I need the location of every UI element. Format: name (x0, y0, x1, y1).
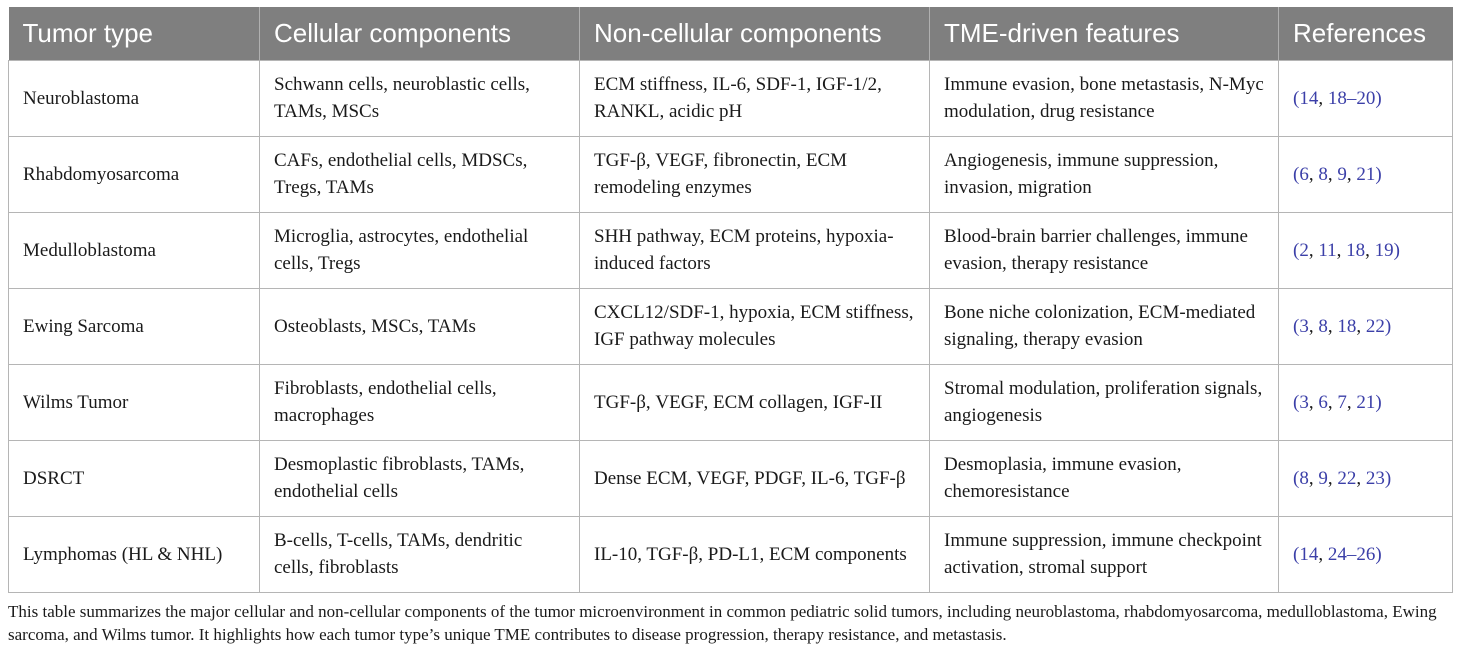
cell-tme-driven-features: Immune suppression, immune checkpoint activation, stromal support (930, 516, 1279, 592)
table-row (9, 364, 1453, 440)
reference-link[interactable]: 18 (1346, 239, 1366, 261)
cell-references: (3, 6, 7, 21) (1279, 364, 1453, 440)
reference-link[interactable]: 21 (1356, 163, 1376, 185)
reference-link[interactable]: 18–20 (1327, 87, 1376, 109)
table-row (9, 288, 1453, 364)
header-tme-driven-features: TME-driven features (930, 7, 1279, 60)
cell-tumor-type: Medulloblastoma (9, 212, 260, 288)
reference-link[interactable]: 14 (1299, 87, 1319, 109)
table-container (8, 7, 1452, 593)
table-row (9, 136, 1453, 212)
cell-non-cellular-components: Dense ECM, VEGF, PDGF, IL-6, TGF-β (580, 440, 930, 516)
cell-references: (2, 11, 18, 19) (1279, 212, 1453, 288)
reference-link[interactable]: 22 (1337, 467, 1357, 489)
cell-cellular-components: CAFs, endothelial cells, MDSCs, Tregs, TAMs (260, 136, 580, 212)
cell-tme-driven-features: Angiogenesis, immune suppression, invasion, migration (930, 136, 1279, 212)
cell-tme-driven-features: Desmoplasia, immune evasion, chemoresistance (930, 440, 1279, 516)
header-row (9, 7, 1453, 60)
reference-link[interactable]: 8 (1299, 467, 1309, 489)
reference-link[interactable]: 6 (1318, 391, 1328, 413)
cell-tumor-type: Neuroblastoma (9, 60, 260, 136)
table-body (9, 60, 1453, 592)
table-header (9, 7, 1453, 60)
cell-cellular-components: B-cells, T-cells, TAMs, dendritic cells, fibroblasts (260, 516, 580, 592)
cell-non-cellular-components: ECM stiffness, IL-6, SDF-1, IGF-1/2, RANKL, acidic pH (580, 60, 930, 136)
cell-non-cellular-components: TGF-β, VEGF, fibronectin, ECM remodeling enzymes (580, 136, 930, 212)
reference-link[interactable]: 8 (1318, 163, 1328, 185)
reference-link[interactable]: 21 (1356, 391, 1376, 413)
reference-link[interactable]: 9 (1318, 467, 1328, 489)
cell-cellular-components: Microglia, astrocytes, endothelial cells, Tregs (260, 212, 580, 288)
cell-cellular-components: Osteoblasts, MSCs, TAMs (260, 288, 580, 364)
table-row (9, 212, 1453, 288)
reference-link[interactable]: 3 (1299, 391, 1309, 413)
cell-tumor-type: Wilms Tumor (9, 364, 260, 440)
reference-link[interactable]: 23 (1365, 467, 1385, 489)
table-row (9, 440, 1453, 516)
cell-references: (14, 18–20) (1279, 60, 1453, 136)
cell-non-cellular-components: CXCL12/SDF-1, hypoxia, ECM stiffness, IGF pathway molecules (580, 288, 930, 364)
cell-tumor-type: DSRCT (9, 440, 260, 516)
reference-link[interactable]: 14 (1299, 543, 1319, 565)
cell-references: (6, 8, 9, 21) (1279, 136, 1453, 212)
reference-link[interactable]: 8 (1318, 315, 1328, 337)
reference-link[interactable]: 7 (1337, 391, 1347, 413)
cell-tumor-type: Ewing Sarcoma (9, 288, 260, 364)
header-tumor-type: Tumor type (9, 7, 260, 60)
header-non-cellular-components: Non-cellular components (580, 7, 930, 60)
table-caption: This table summarizes the major cellular and non-cellular components of the tumor microenvironment in common pediatric solid tumors, including neuroblastoma, rhabdomyosarcoma, medulloblastoma, Ewing sarcoma, and Wilms tumor. It highlights how each tumor type’s unique TME contributes to disease progression, therapy resistance, and metastasis. (8, 602, 1437, 644)
cell-non-cellular-components: IL-10, TGF-β, PD-L1, ECM components (580, 516, 930, 592)
cell-cellular-components: Desmoplastic fibroblasts, TAMs, endothelial cells (260, 440, 580, 516)
cell-cellular-components: Fibroblasts, endothelial cells, macrophages (260, 364, 580, 440)
reference-link[interactable]: 11 (1318, 239, 1337, 261)
tme-table (8, 7, 1453, 593)
cell-tumor-type: Rhabdomyosarcoma (9, 136, 260, 212)
cell-tme-driven-features: Stromal modulation, proliferation signals, angiogenesis (930, 364, 1279, 440)
cell-references: (8, 9, 22, 23) (1279, 440, 1453, 516)
header-references: References (1279, 7, 1453, 60)
reference-link[interactable]: 6 (1299, 163, 1309, 185)
cell-tme-driven-features: Blood-brain barrier challenges, immune evasion, therapy resistance (930, 212, 1279, 288)
header-cellular-components: Cellular components (260, 7, 580, 60)
cell-non-cellular-components: TGF-β, VEGF, ECM collagen, IGF-II (580, 364, 930, 440)
reference-link[interactable]: 9 (1337, 163, 1347, 185)
reference-link[interactable]: 18 (1337, 315, 1357, 337)
cell-tumor-type: Lymphomas (HL & NHL) (9, 516, 260, 592)
table-row (9, 60, 1453, 136)
cell-tme-driven-features: Bone niche colonization, ECM-mediated signaling, therapy evasion (930, 288, 1279, 364)
reference-link[interactable]: 19 (1374, 239, 1394, 261)
reference-link[interactable]: 3 (1299, 315, 1309, 337)
reference-link[interactable]: 24–26 (1327, 543, 1376, 565)
cell-references: (3, 8, 18, 22) (1279, 288, 1453, 364)
table-row (9, 516, 1453, 592)
cell-references: (14, 24–26) (1279, 516, 1453, 592)
cell-tme-driven-features: Immune evasion, bone metastasis, N-Myc modulation, drug resistance (930, 60, 1279, 136)
cell-non-cellular-components: SHH pathway, ECM proteins, hypoxia-induced factors (580, 212, 930, 288)
reference-link[interactable]: 22 (1365, 315, 1385, 337)
cell-cellular-components: Schwann cells, neuroblastic cells, TAMs, MSCs (260, 60, 580, 136)
reference-link[interactable]: 2 (1299, 239, 1309, 261)
